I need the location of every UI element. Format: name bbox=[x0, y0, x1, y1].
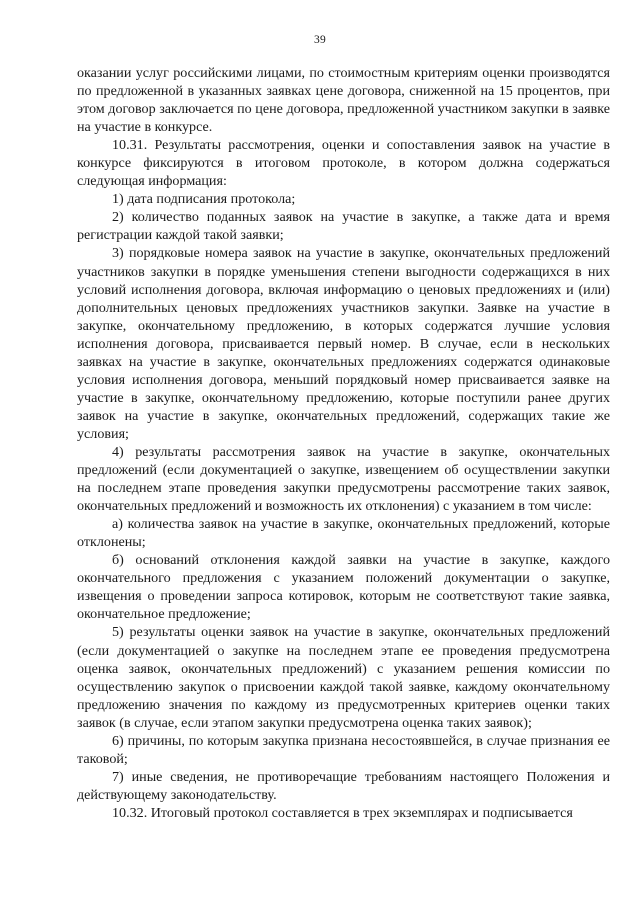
paragraph: б) оснований отклонения каждой заявки на участие в закупке, каждого окончательного предложения с указанием положений документации о закупке, извещения о проведении запроса котировок, которым не соответствуют такие заявка, окончательное предложение; bbox=[77, 552, 610, 623]
paragraph: 2) количество поданных заявок на участие в закупке, а также дата и время регистрации каждой такой заявки; bbox=[77, 209, 610, 244]
paragraph: 10.31. Результаты рассмотрения, оценки и сопоставления заявок на участие в конкурсе фиксируются в итоговом протоколе, в котором должна содержаться следующая информация: bbox=[77, 137, 610, 190]
page-number: 39 bbox=[313, 34, 327, 46]
paragraph: 7) иные сведения, не противоречащие требованиям настоящего Положения и действующему законодательству. bbox=[77, 768, 610, 803]
paragraph: а) количества заявок на участие в закупке, окончательных предложений, которые отклонены; bbox=[77, 516, 610, 551]
paragraph: 4) результаты рассмотрения заявок на участие в закупке, окончательных предложений (если документацией о закупке, извещением об осуществлении закупки на последнем этапе проведения закупки предусмотрены рассмотрение таких заявок, окончательных предложений и возможность их отклонения) с указанием в том числе: bbox=[77, 443, 610, 515]
paragraph: 6) причины, по которым закупка признана несостоявшейся, в случае признания ее таковой; bbox=[77, 732, 610, 767]
paragraph: оказании услуг российскими лицами, по стоимостным критериям оценки производятся по предложенной в указанных заявках цене договора, сниженной на 15 процентов, при этом договор заключается по цене договора, предложенной участником закупки в заявке на участие в конкурсе. bbox=[77, 65, 610, 136]
paragraph: 10.32. Итоговый протокол составляется в трех экземплярах и подписывается bbox=[112, 804, 573, 821]
document-body bbox=[77, 64, 610, 822]
paragraph: 3) порядковые номера заявок на участие в закупке, окончательных предложений участников закупки в порядке уменьшения степени выгодности содержащихся в них условий исполнения договора, включая информацию о ценовых предложениях и (или) дополнительных ценовых предложениях участников закупки. Заявке на участие в закупке, окончательному предложению, в которых содержатся лучшие условия исполнения договора, присваивается первый номер. В случае, если в нескольких заявках на участие в закупке, окончательных предложениях содержатся одинаковые условия исполнения договора, меньший порядковый номер присваивается заявке на участие в закупке, окончательному предложению, которые поступили ранее других заявок на участие в закупке, окончательных предложений, содержащих такие же условия; bbox=[77, 245, 610, 442]
paragraph: 5) результаты оценки заявок на участие в закупке, окончательных предложений (если документацией о закупке на последнем этапе ее проведения предусмотрена оценка заявок, окончательных предложений) с указанием решения комиссии по осуществлению закупок о присвоении каждой такой заявке, каждому окончательному предложению значения по каждому из предусмотренных критериев оценки таких заявок (в случае, если этапом закупки предусмотрена оценка таких заявок); bbox=[77, 624, 610, 731]
paragraph: 1) дата подписания протокола; bbox=[112, 191, 296, 208]
